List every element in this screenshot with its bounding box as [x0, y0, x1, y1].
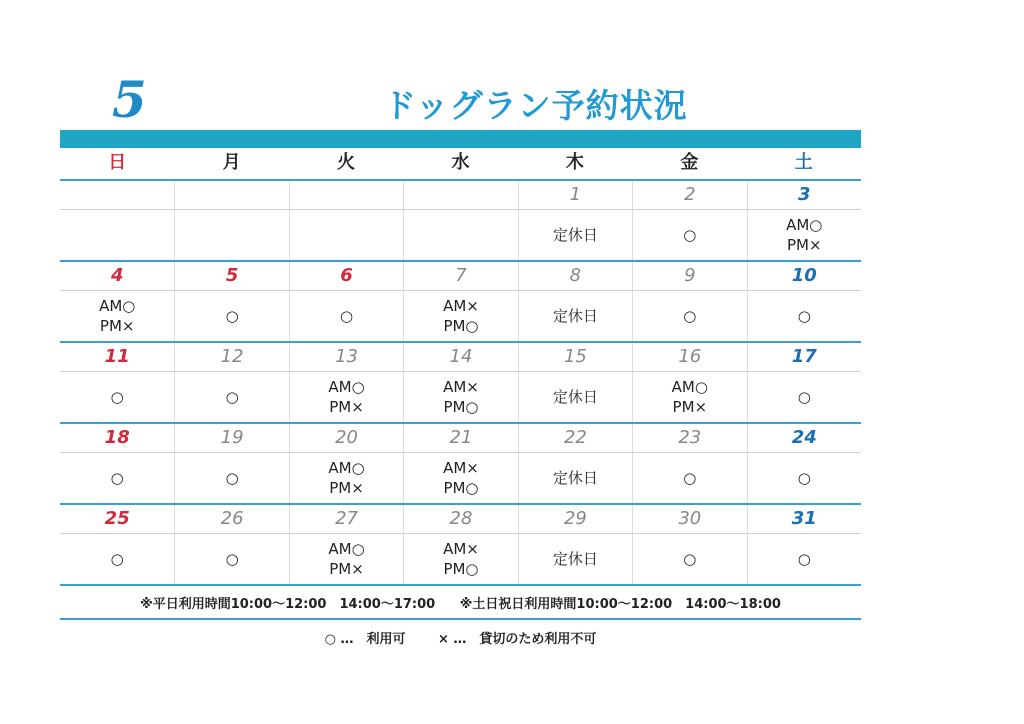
status-text: PM○ [443, 398, 479, 416]
status-row [60, 372, 861, 422]
weekday-hours: ※平日利用時間10:00～12:00 14:00～17:00 [140, 597, 436, 612]
status-cell [289, 534, 403, 584]
status-cell [747, 210, 861, 260]
month-number: 5 [112, 70, 147, 129]
status-cell [174, 291, 288, 341]
page-title: ドッグラン予約状況 [383, 86, 688, 125]
status-cell [632, 291, 746, 341]
status-cell [518, 210, 632, 260]
status-text: ○ [225, 550, 239, 568]
weekday-thursday: 木 [565, 152, 584, 173]
weekday-sunday: 日 [108, 152, 127, 173]
date-row [60, 343, 861, 372]
date-cell: 4 [110, 265, 124, 286]
status-cell [174, 453, 288, 503]
status-text: 定休日 [552, 307, 598, 325]
status-text: PM× [672, 398, 708, 416]
status-text: PM○ [443, 317, 479, 335]
date-cell: 15 [518, 343, 632, 371]
calendar-week [60, 181, 861, 262]
status-text: ○ [797, 469, 811, 487]
status-cell [632, 372, 746, 422]
status-text: ○ [683, 550, 697, 568]
status-text: AM○ [328, 459, 365, 477]
date-cell: 12 [174, 343, 288, 371]
status-cell [632, 453, 746, 503]
date-cell: 9 [632, 262, 746, 290]
status-text: AM× [443, 297, 479, 315]
calendar-week [60, 343, 861, 424]
status-text: ○ [110, 388, 124, 406]
date-cell: 16 [632, 343, 746, 371]
status-text: ○ [225, 307, 239, 325]
status-text: ○ [340, 307, 354, 325]
status-text: AM○ [99, 297, 136, 315]
status-text: AM○ [328, 378, 365, 396]
status-cell [403, 453, 517, 503]
status-text: PM× [99, 317, 135, 335]
date-cell: 26 [174, 505, 288, 533]
calendar-week [60, 424, 861, 505]
date-cell: 1 [518, 181, 632, 209]
status-row [60, 534, 861, 584]
status-cell [747, 372, 861, 422]
status-text: AM○ [786, 216, 823, 234]
status-text: AM○ [328, 540, 365, 558]
date-cell [174, 181, 288, 209]
status-cell [60, 291, 174, 341]
date-cell: 27 [289, 505, 403, 533]
date-cell: 2 [632, 181, 746, 209]
weekend-hours: ※土日祝日利用時間10:00～12:00 14:00～18:00 [459, 597, 781, 612]
status-text: PM× [329, 479, 364, 497]
date-cell: 6 [289, 262, 403, 290]
status-cell [518, 534, 632, 584]
date-cell: 11 [104, 346, 130, 367]
date-cell: 7 [403, 262, 517, 290]
status-cell [60, 210, 174, 260]
status-text: ○ [683, 469, 697, 487]
date-cell: 19 [174, 424, 288, 452]
date-cell: 18 [104, 427, 130, 448]
status-text: ○ [797, 307, 811, 325]
calendar-weeks [60, 181, 861, 586]
status-text: PM× [786, 236, 822, 254]
date-cell: 24 [747, 424, 861, 452]
date-cell: 29 [518, 505, 632, 533]
date-row [60, 424, 861, 453]
date-cell: 10 [747, 262, 861, 290]
status-row [60, 210, 861, 260]
calendar [60, 148, 861, 586]
date-cell: 17 [747, 343, 861, 371]
status-cell [403, 372, 517, 422]
status-text: ○ [683, 307, 697, 325]
weekday-wednesday: 水 [451, 152, 470, 173]
status-text: AM× [443, 540, 479, 558]
date-row [60, 181, 861, 210]
date-row [60, 505, 861, 534]
status-text: ○ [797, 550, 811, 568]
date-cell [403, 181, 517, 209]
status-cell [632, 534, 746, 584]
note-divider [60, 618, 861, 620]
date-cell: 13 [289, 343, 403, 371]
status-cell [60, 453, 174, 503]
status-cell [289, 372, 403, 422]
legend-available: ○ … 利用可 [324, 632, 406, 647]
status-text: ○ [110, 469, 124, 487]
weekday-saturday: 土 [794, 152, 813, 173]
status-cell [289, 291, 403, 341]
date-cell: 21 [403, 424, 517, 452]
date-row [60, 262, 861, 291]
weekday-monday: 月 [222, 152, 241, 173]
date-cell: 22 [518, 424, 632, 452]
status-text: 定休日 [552, 388, 598, 406]
status-text: ○ [797, 388, 811, 406]
status-text: 定休日 [552, 550, 598, 568]
status-text: PM○ [443, 560, 479, 578]
date-cell: 23 [632, 424, 746, 452]
status-cell [518, 453, 632, 503]
status-cell [174, 210, 288, 260]
status-cell [518, 291, 632, 341]
status-cell [289, 453, 403, 503]
date-cell [60, 181, 174, 209]
status-cell [518, 372, 632, 422]
date-cell: 8 [518, 262, 632, 290]
calendar-week [60, 262, 861, 343]
status-row [60, 453, 861, 503]
header-bar [60, 130, 861, 148]
status-cell [403, 534, 517, 584]
date-cell: 28 [403, 505, 517, 533]
status-cell [632, 210, 746, 260]
status-text: 定休日 [552, 226, 598, 244]
status-cell [60, 372, 174, 422]
status-text: PM× [329, 560, 364, 578]
date-cell: 5 [174, 262, 288, 290]
status-text: AM× [443, 459, 479, 477]
status-cell [747, 453, 861, 503]
status-cell [403, 291, 517, 341]
usage-hours-note [60, 593, 861, 612]
legend [60, 628, 861, 647]
status-cell [174, 372, 288, 422]
status-text: 定休日 [552, 469, 598, 487]
status-text: PM× [329, 398, 364, 416]
date-cell: 14 [403, 343, 517, 371]
date-cell [289, 181, 403, 209]
legend-reserved: × … 貸切のため利用不可 [437, 632, 597, 647]
status-cell [747, 534, 861, 584]
status-row [60, 291, 861, 341]
weekday-friday: 金 [680, 152, 699, 173]
date-cell: 20 [289, 424, 403, 452]
status-text: ○ [683, 226, 697, 244]
status-text: ○ [110, 550, 124, 568]
calendar-week [60, 505, 861, 586]
status-cell [747, 291, 861, 341]
date-cell: 3 [747, 181, 861, 209]
status-text: PM○ [443, 479, 479, 497]
status-text: AM× [443, 378, 479, 396]
status-text: ○ [225, 388, 239, 406]
weekday-header-row [60, 148, 861, 181]
date-cell: 25 [104, 508, 130, 529]
status-text: AM○ [671, 378, 708, 396]
date-cell: 31 [747, 505, 861, 533]
date-cell: 30 [632, 505, 746, 533]
weekday-tuesday: 火 [337, 152, 356, 173]
status-cell [289, 210, 403, 260]
status-cell [403, 210, 517, 260]
status-text: ○ [225, 469, 239, 487]
status-cell [60, 534, 174, 584]
status-cell [174, 534, 288, 584]
